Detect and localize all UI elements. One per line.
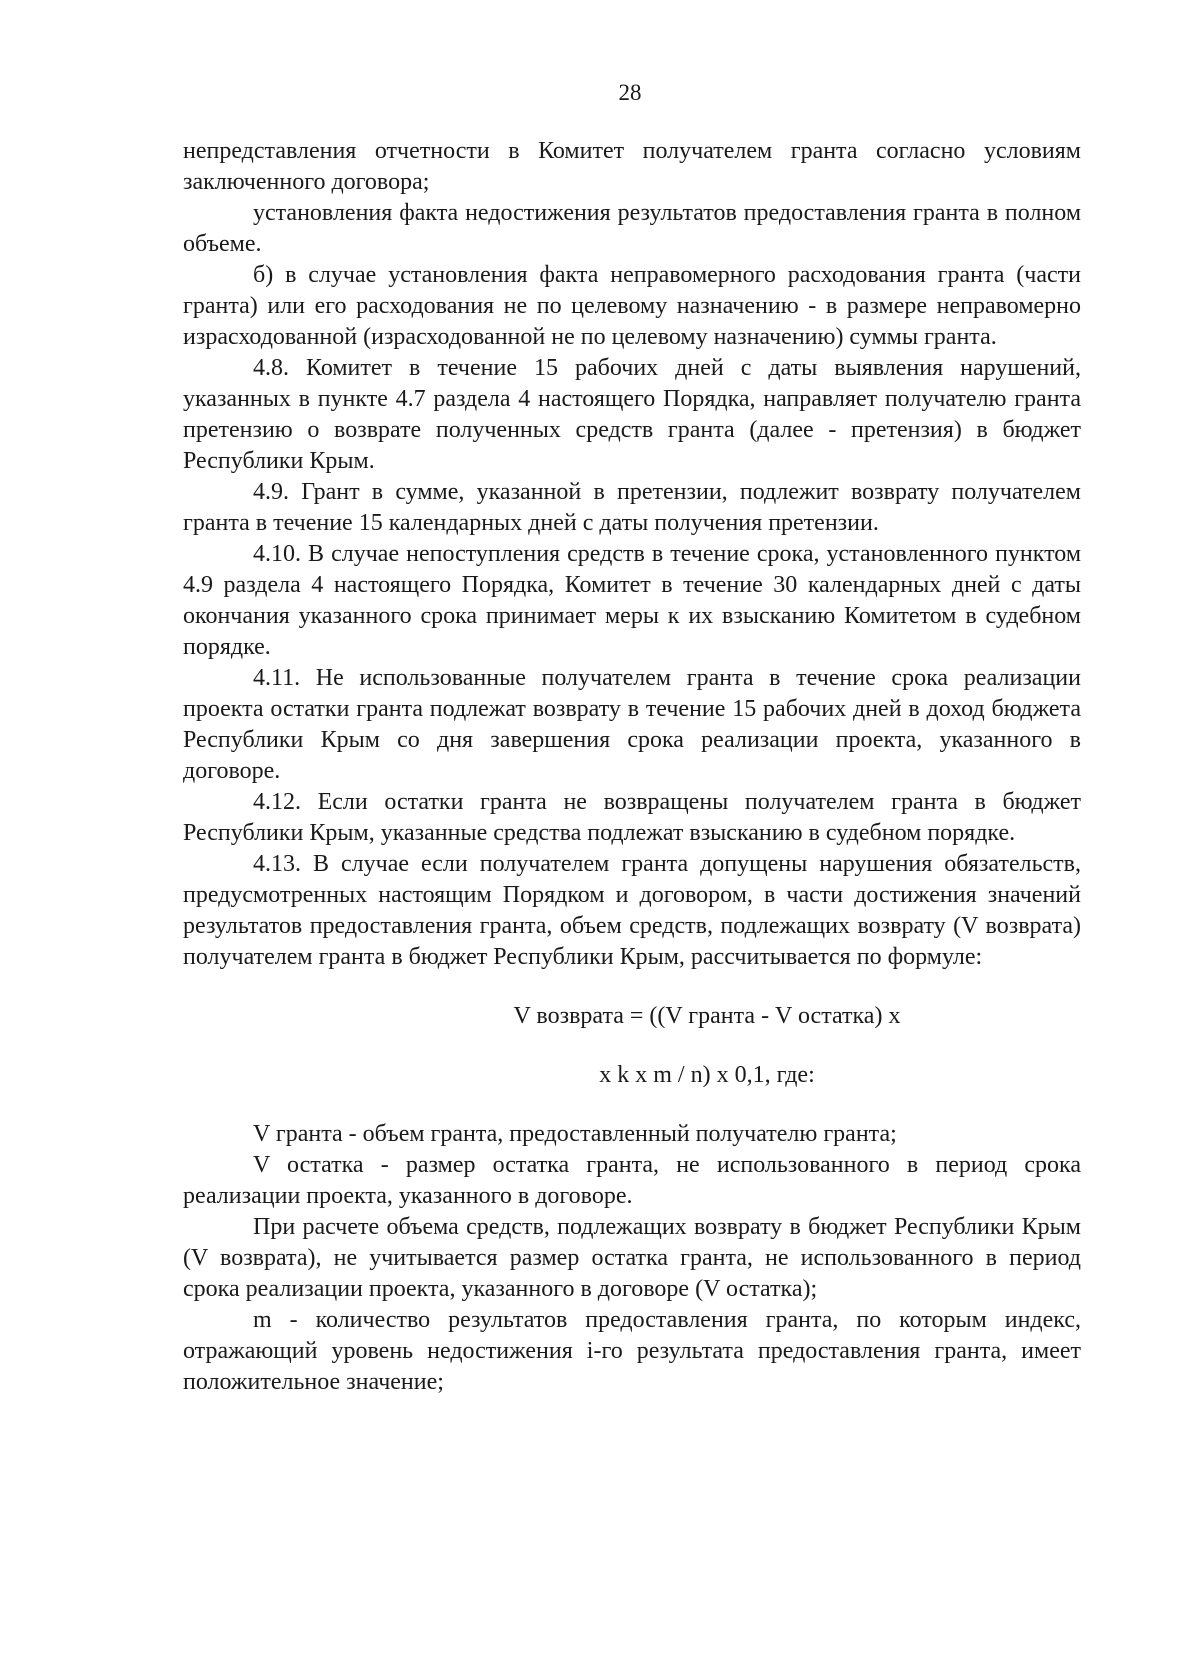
paragraph: установления факта недостижения результатов предоставления гранта в полном объеме. <box>183 200 1081 257</box>
definition-v-ostatka: V остатка - размер остатка гранта, не использованного в период срока реализации проекта, указанного в договоре. <box>183 1152 1081 1209</box>
paragraph-continuation: непредставления отчетности в Комитет получателем гранта согласно условиям заключенного договора; <box>183 138 1081 195</box>
paragraph-4-12: 4.12. Если остатки гранта не возвращены получателем гранта в бюджет Республики Крым, указанные средства подлежат взысканию в судебном порядке. <box>183 789 1081 846</box>
paragraph-4-11: 4.11. Не использованные получателем гранта в течение срока реализации проекта остатки гранта подлежат возврату в течение 15 рабочих дней в доход бюджета Республики Крым со дня завершения срока реализации проекта, указанного в договоре. <box>183 665 1081 784</box>
definition-note: При расчете объема средств, подлежащих возврату в бюджет Республики Крым (V возврата), не учитывается размер остатка гранта, не использованного в период срока реализации проекта, указанного в договоре (V остатка); <box>183 1214 1081 1302</box>
paragraph-4-9: 4.9. Грант в сумме, указанной в претензии, подлежит возврату получателем гранта в течение 15 календарных дней с даты получения претензии. <box>183 479 1081 536</box>
formula-line-1: V возврата = ((V гранта - V остатка) x <box>513 1003 901 1029</box>
paragraph-4-8: 4.8. Комитет в течение 15 рабочих дней с даты выявления нарушений, указанных в пункте 4.7 раздела 4 настоящего Порядка, направляет получателю гранта претензию о возврате полученных средств гранта (далее - претензия) в бюджет Республики Крым. <box>183 355 1081 474</box>
paragraph-4-13: 4.13. В случае если получателем гранта допущены нарушения обязательств, предусмотренных настоящим Порядком и договором, в части достижения значений результатов предоставления гранта, объем средств, подлежащих возврату (V возврата) получателем гранта в бюджет Республики Крым, рассчитывается по формуле: <box>183 851 1081 970</box>
paragraph-4-10: 4.10. В случае непоступления средств в течение срока, установленного пунктом 4.9 раздела 4 настоящего Порядка, Комитет в течение 30 календарных дней с даты окончания указанного срока принимает меры к их взысканию Комитетом в судебном порядке. <box>183 541 1081 660</box>
paragraph: б) в случае установления факта неправомерного расходования гранта (части гранта) или его расходования не по целевому назначению - в размере неправомерно израсходованной (израсходованной не по целевому назначению) суммы гранта. <box>183 262 1081 350</box>
document-body <box>183 136 1081 1398</box>
definition-m: m - количество результатов предоставления гранта, по которым индекс, отражающий уровень недостижения i-го результата предоставления гранта, имеет положительное значение; <box>183 1307 1081 1395</box>
formula-line-2: x k x m / n) x 0,1, где: <box>599 1062 815 1088</box>
page-number: 28 <box>618 80 642 105</box>
definition-v-granta: V гранта - объем гранта, предоставленный получателю гранта; <box>253 1121 897 1147</box>
